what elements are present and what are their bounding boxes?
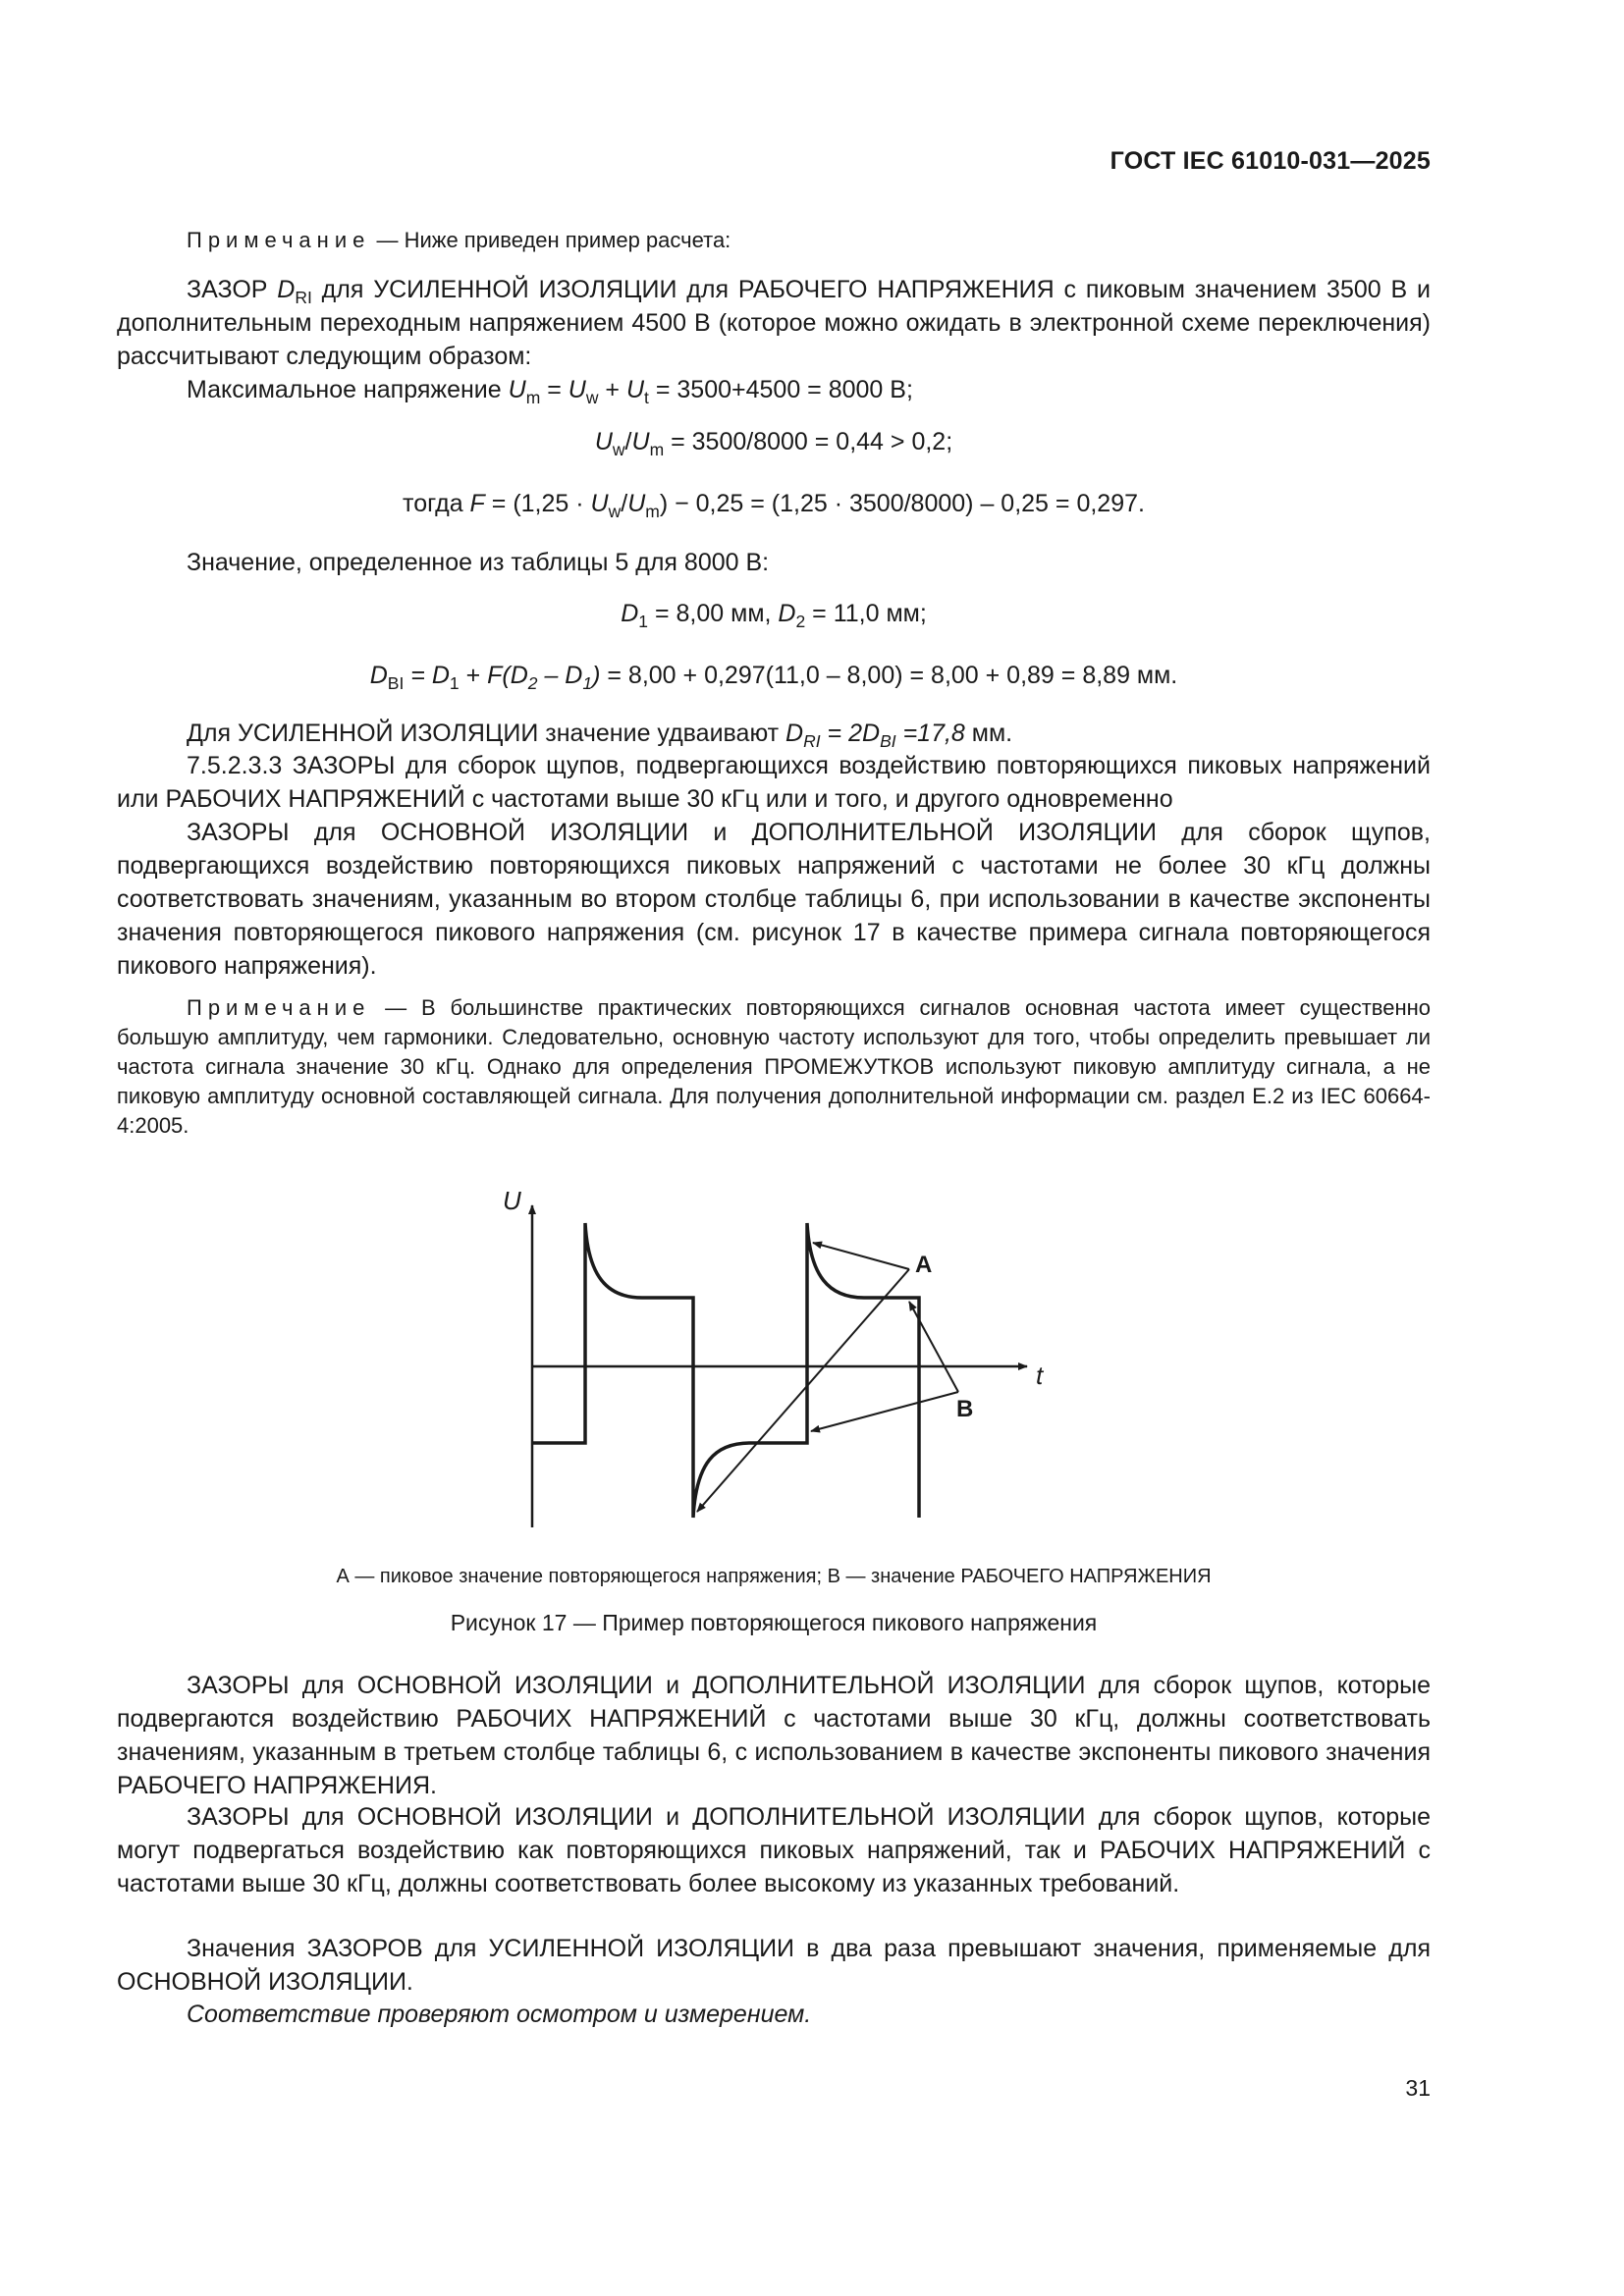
symbol-sub: BI bbox=[387, 673, 405, 693]
symbol-sub: w bbox=[608, 502, 622, 521]
operator: ) bbox=[592, 662, 601, 689]
dbi-result: = 8,00 + 0,297(11,0 – 8,00) = 8,00 + 0,89 = 8,89 мм. bbox=[600, 662, 1178, 689]
symbol-sub: 1 bbox=[638, 612, 649, 631]
max-line-result: = 3500+4500 = 8000 В; bbox=[648, 376, 913, 403]
figure-legend: А — пиковое значение повторяющегося напряжения; В — значение РАБОЧЕГО НАПРЯЖЕНИЯ bbox=[336, 1566, 1212, 1587]
d-values bbox=[117, 600, 1431, 631]
symbol-sub: w bbox=[585, 388, 599, 407]
double-result: =17,8 bbox=[895, 720, 965, 747]
page-number: 31 bbox=[1405, 2075, 1431, 2101]
figure-17-waveform bbox=[481, 1168, 1070, 1541]
max-voltage-line bbox=[117, 373, 1431, 406]
paragraph-both-conditions bbox=[117, 1800, 1431, 1900]
note-label: Примечание bbox=[187, 995, 371, 1020]
d-text: = 11,0 мм; bbox=[805, 600, 927, 627]
symbol-u: U bbox=[508, 376, 526, 403]
paragraph-text: ЗАЗОРЫ для ОСНОВНОЙ ИЗОЛЯЦИИ и ДОПОЛНИТЕЛЬНОЙ ИЗОЛЯЦИИ для сборок щупов, подвергающихся воздействию повторяющихся пиковых напряжений с частотами не более 30 кГц должны соответствовать значениям, указанным во втором столбце таблицы 6, при использовании в качестве экспоненты значения повторяющегося пикового напряжения (см. рисунок 17 в качестве примера сигнала повторяющегося пикового напряжения). bbox=[117, 819, 1431, 980]
f-text: тогда bbox=[403, 490, 470, 517]
d-text: = 8,00 мм, bbox=[648, 600, 779, 627]
waveform-line bbox=[532, 1223, 919, 1518]
symbol-d: D bbox=[785, 720, 804, 747]
table-reference-text: Значение, определенное из таблицы 5 для 8000 В: bbox=[187, 549, 770, 576]
symbol-u: U bbox=[568, 376, 586, 403]
symbol-sub: m bbox=[525, 388, 541, 407]
double-text: Для УСИЛЕННОЙ ИЗОЛЯЦИИ значение удваивают bbox=[187, 720, 786, 747]
dbi-formula bbox=[117, 662, 1431, 693]
f-result: ) − 0,25 = (1,25 · 3500/8000) – 0,25 = 0,297. bbox=[659, 490, 1145, 517]
label-b: B bbox=[956, 1396, 974, 1422]
symbol-u: U bbox=[631, 428, 650, 455]
symbol-d: – D bbox=[537, 662, 583, 689]
symbol-d: D bbox=[369, 662, 388, 689]
operator: = bbox=[540, 376, 568, 403]
max-line-text: Максимальное напряжение bbox=[187, 376, 509, 403]
symbol-sub: m bbox=[645, 502, 660, 521]
symbol-sub: m bbox=[649, 440, 665, 459]
symbol-u: U bbox=[627, 490, 646, 517]
calc-intro-text-b: для УСИЛЕННОЙ ИЗОЛЯЦИИ для РАБОЧЕГО НАПРЯЖЕНИЯ с пиковым значением 3500 В и дополнительным переходным напряжением 4500 В (которое можно ожидать в электронной схеме переключения) рассчитывают следующим образом: bbox=[117, 276, 1431, 370]
symbol-u: U bbox=[625, 376, 645, 403]
operator: + bbox=[598, 376, 626, 403]
operator: = 2 bbox=[820, 720, 863, 747]
symbol-sub: w bbox=[612, 440, 625, 459]
symbol-u: U bbox=[594, 428, 613, 455]
figure-caption: Рисунок 17 — Пример повторяющегося пикового напряжения bbox=[450, 1610, 1098, 1635]
symbol-u: U bbox=[590, 490, 609, 517]
symbol-sub: BI bbox=[880, 731, 896, 751]
section-7-5-2-3-3 bbox=[117, 749, 1431, 816]
symbol-d: D bbox=[621, 600, 639, 627]
paragraph-basic-insulation bbox=[117, 816, 1431, 983]
note-2 bbox=[117, 993, 1431, 1141]
f-formula bbox=[117, 490, 1431, 521]
symbol-sub: 2 bbox=[795, 612, 806, 631]
ratio-formula bbox=[117, 428, 1431, 459]
note-1 bbox=[117, 226, 1431, 255]
document-header: ГОСТ IEC 61010-031—2025 bbox=[1110, 147, 1431, 175]
calc-intro bbox=[117, 273, 1431, 373]
symbol-d: D bbox=[862, 720, 881, 747]
label-a: A bbox=[915, 1252, 933, 1278]
f-text: = (1,25 · bbox=[484, 490, 591, 517]
arrow-b-lower bbox=[811, 1392, 958, 1431]
note-text: — Ниже приведен пример расчета: bbox=[370, 228, 731, 252]
symbol-sub: t bbox=[644, 388, 649, 407]
symbol-sub: RI bbox=[803, 731, 821, 751]
calc-intro-text-a: ЗАЗОР bbox=[187, 276, 278, 303]
operator: = bbox=[404, 662, 432, 689]
symbol-sub: 1 bbox=[449, 673, 460, 693]
section-heading-text: 7.5.2.3.3 ЗАЗОРЫ для сборок щупов, подвергающихся воздействию повторяющихся пиковых напряжений или РАБОЧИХ НАПРЯЖЕНИЙ с частотами выше 30 кГц или и того, и другого одновременно bbox=[117, 752, 1431, 813]
ratio-result: = 3500/8000 = 0,44 > 0,2; bbox=[664, 428, 953, 455]
paragraph-reinforced bbox=[117, 1932, 1431, 1999]
symbol-sub: RI bbox=[295, 288, 312, 307]
note-label: Примечание bbox=[187, 228, 371, 252]
operator: + bbox=[459, 662, 488, 689]
arrow-a-lower bbox=[697, 1269, 909, 1512]
symbol-d: D bbox=[778, 600, 796, 627]
double-value bbox=[117, 717, 1431, 750]
paragraph-compliance bbox=[117, 1998, 1431, 2031]
symbol-f: F bbox=[469, 490, 485, 517]
operator: / bbox=[621, 490, 628, 517]
symbol-sub: 2 bbox=[527, 673, 538, 693]
symbol-d: D bbox=[277, 276, 296, 303]
table-reference bbox=[117, 546, 1431, 579]
u-axis-label: U bbox=[503, 1186, 521, 1215]
paragraph-text: Соответствие проверяют осмотром и измерением. bbox=[187, 2001, 812, 2028]
paragraph-text: ЗАЗОРЫ для ОСНОВНОЙ ИЗОЛЯЦИИ и ДОПОЛНИТЕЛЬНОЙ ИЗОЛЯЦИИ для сборок щупов, которые могут подвергаться воздействию как повторяющихся пиковых напряжений, так и РАБОЧИХ НАПРЯЖЕНИЙ с частотами выше 30 кГц, должны соответствовать более высокому из указанных требований. bbox=[117, 1803, 1431, 1897]
note-text: — В большинстве практических повторяющихся сигналов основная частота имеет существенно большую амплитуду, чем гармоники. Следовательно, основную частоту используют для того, чтобы определить превышает ли частота сигнала значение 30 кГц. Однако для определения ПРОМЕЖУТКОВ используют пиковую амплитуду сигнала, а не пиковую амплитуду основной составляющей сигнала. Для получения дополнительной информации см. раздел Е.2 из IEC 60664-4:2005. bbox=[117, 995, 1431, 1138]
arrow-b-upper bbox=[909, 1302, 958, 1392]
operator: / bbox=[624, 428, 632, 455]
paragraph-high-frequency bbox=[117, 1669, 1431, 1802]
symbol-f: F(D bbox=[487, 662, 528, 689]
paragraph-text: ЗАЗОРЫ для ОСНОВНОЙ ИЗОЛЯЦИИ и ДОПОЛНИТЕЛЬНОЙ ИЗОЛЯЦИИ для сборок щупов, которые подвергаются воздействию РАБОЧИХ НАПРЯЖЕНИЙ с частотами выше 30 кГц, должны соответствовать значениям, указанным в третьем столбце таблицы 6, с использованием в качестве экспоненты пикового значения РАБОЧЕГО НАПРЯЖЕНИЯ. bbox=[117, 1672, 1431, 1799]
unit: мм. bbox=[964, 720, 1013, 747]
symbol-d: D bbox=[431, 662, 450, 689]
arrow-a-upper bbox=[813, 1243, 909, 1269]
paragraph-text: Значения ЗАЗОРОВ для УСИЛЕННОЙ ИЗОЛЯЦИИ в два раза превышают значения, применяемые для ОСНОВНОЙ ИЗОЛЯЦИИ. bbox=[117, 1935, 1431, 1996]
t-axis-label: t bbox=[1036, 1361, 1044, 1390]
symbol-sub: 1 bbox=[582, 673, 593, 693]
